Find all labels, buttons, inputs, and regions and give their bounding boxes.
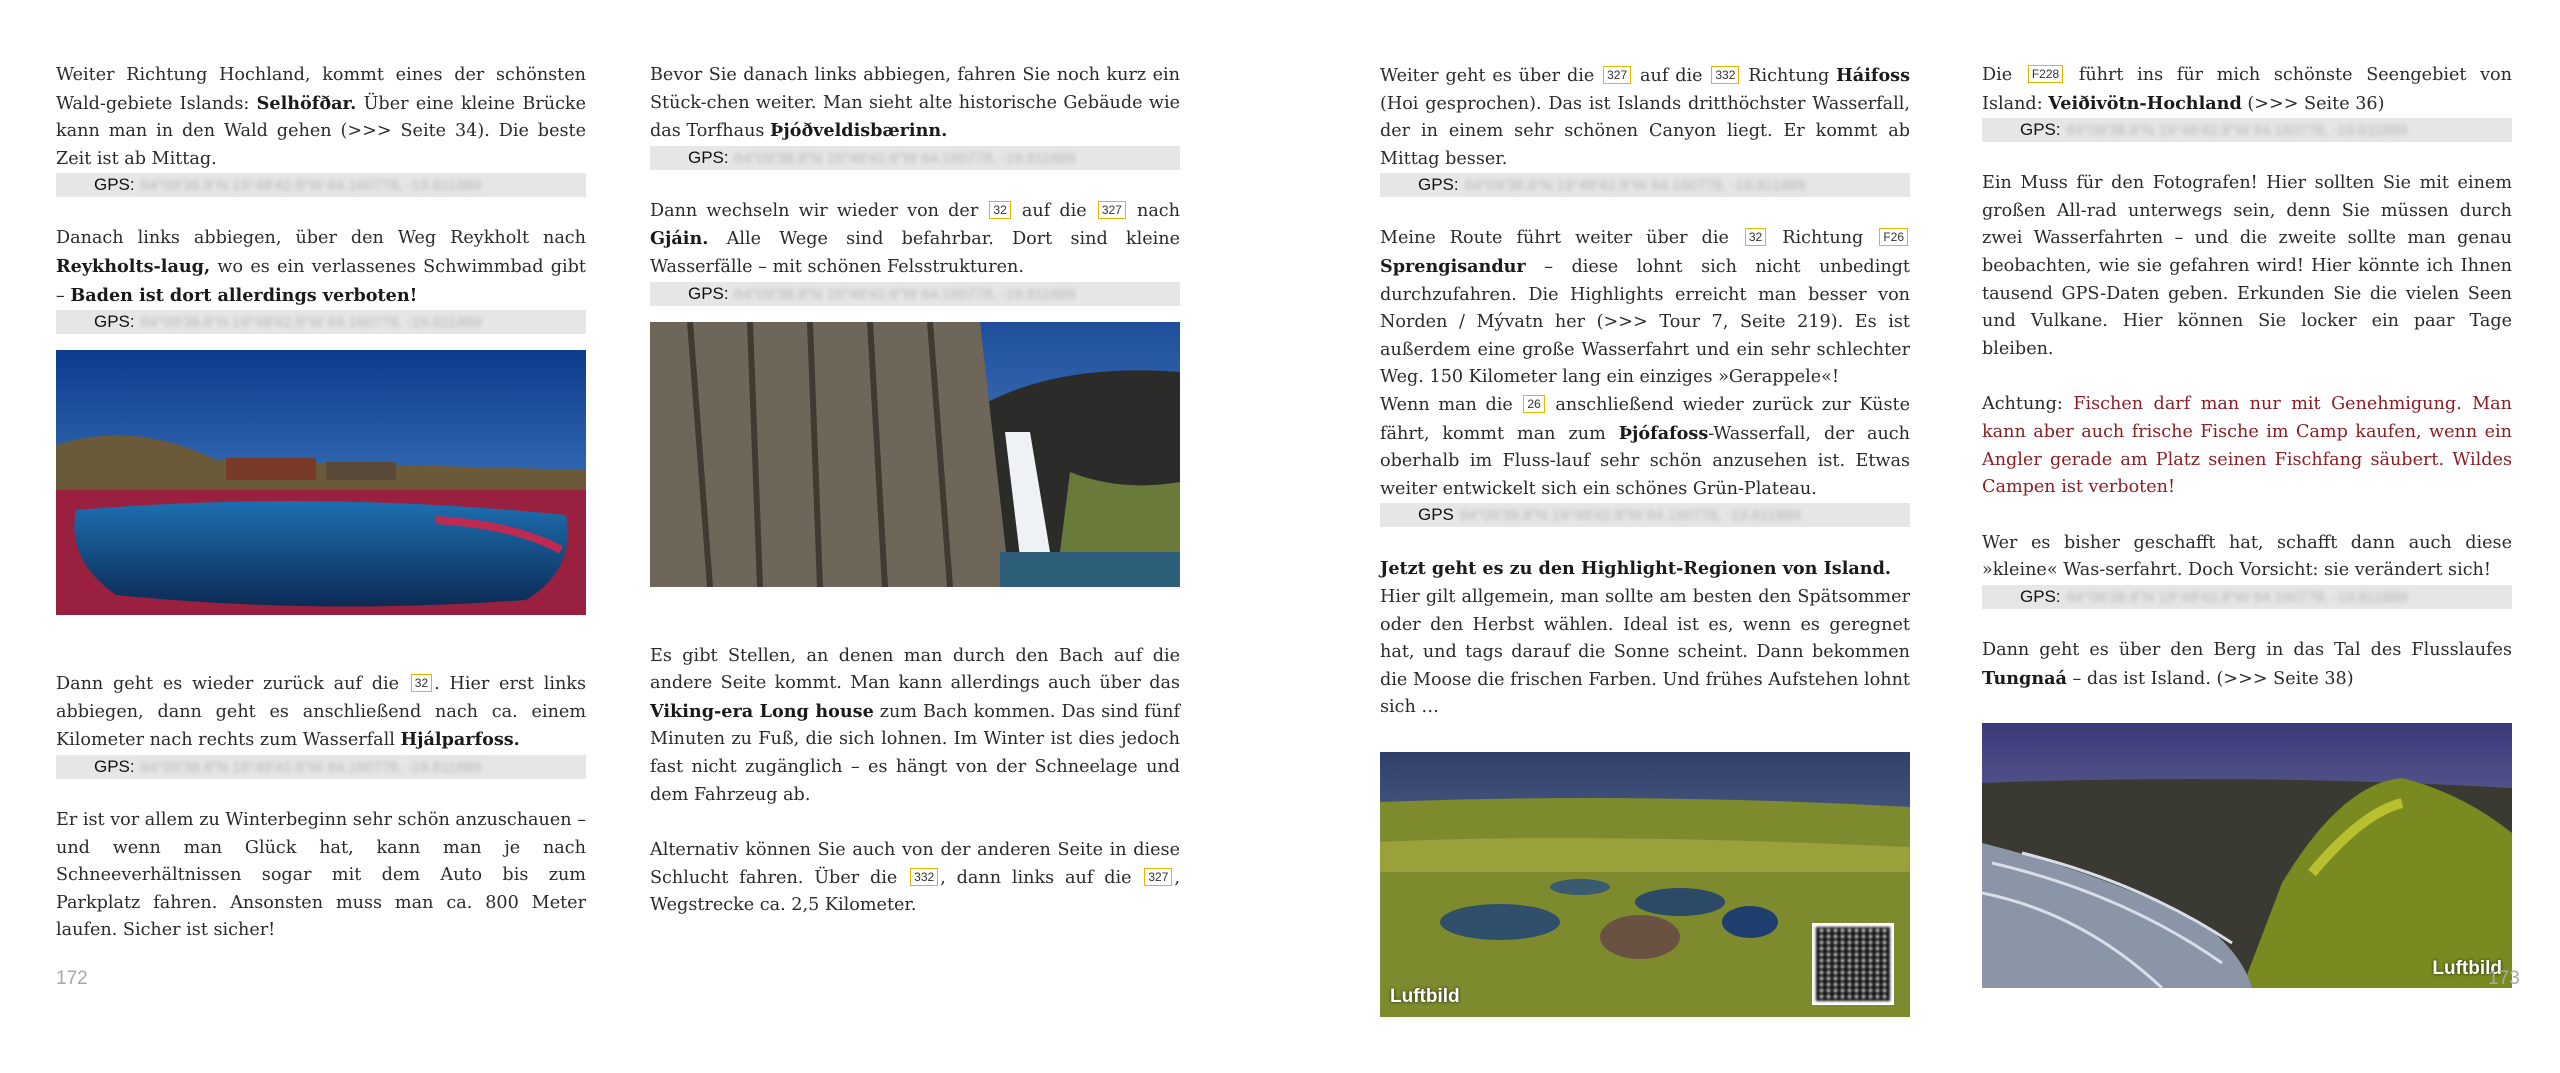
qr-code[interactable] [1812,923,1894,1005]
gps-row: GPS: 64°09'38.8"N 19°48'42.8"W 64.160778, -19.811889 [1982,118,2512,142]
left-page-column-1 [56,62,586,945]
gps-row: GPS: 64°09'38.8"N 19°48'42.8"W 64.160778, -19.811889 [650,146,1180,170]
page-number: 173 [2488,968,2520,989]
paragraph-winter: Er ist vor allem zu Winterbeginn sehr schön anzuschauen – und wenn man Glück hat, kann man je nach Schneeverhältnissen sogar mit dem Auto bis zum Parkplatz fahren. Ansonsten muss man ca. 800 Meter laufen. Sicher ist sicher! [56,809,586,941]
road-badge: 32 [411,674,432,692]
gps-row: GPS: 64°09'38.8"N 19°48'42.8"W 64.160778, -19.811889 [56,755,586,779]
photo-abandoned-pool [56,350,586,615]
paragraph-selhofdar: Weiter Richtung Hochland, kommt eines der schönsten Wald-gebiete Islands: Selhöfðar. Über eine kleine Brücke kann man in den Wald gehen (>>> Seite 34). Die beste Zeit ist ab Mittag. [56,65,586,169]
photo-aerial-green-plateau [1380,752,1910,1017]
paragraph-fotografen: Ein Muss für den Fotografen! Hier sollten Sie mit einem großen All-rad unterwegs sein, denn Sie müssen durch zwei Wasserfahrten – und die zweite sollte man genau beobachten, wie sie gefahren wird! Hier könnte ich Ihnen tausend GPS-Daten geben. Erkunden Sie die vielen Seen und Vulkane. Hier können Sie locker ein paar Tage bleiben. [1982,173,2512,359]
road-badge: F228 [2028,65,2063,83]
photo-gjain-waterfall [650,322,1180,587]
paragraph-reykholtslaug: Danach links abbiegen, über den Weg Reykholt nach Reykholts-laug, wo es ein verlassenes Schwimmbad gibt – Baden ist dort allerdings verboten! [56,228,586,306]
paragraph-alternativ: Alternativ können Sie auch von der anderen Seite in diese Schlucht fahren. Über die 332 , dann links auf die 327 , Wegstrecke ca. 2,5 Kilometer. [650,840,1180,916]
left-page-column-2 [650,62,1180,920]
right-page [1280,0,2560,1049]
road-badge: 332 [1711,66,1739,84]
road-badge: 32 [989,201,1010,219]
paragraph-veidivotn: Die F228 führt ins für mich schönste Seengebiet von Island: Veiðivötn-Hochland (>>> Seite 36) [1982,65,2512,114]
page-number: 172 [56,968,88,989]
road-badge: 327 [1098,201,1126,219]
road-badge: 327 [1603,66,1631,84]
gps-row: GPS: 64°09'38.8"N 19°48'42.8"W 64.160778, -19.811889 [56,173,586,197]
paragraph-sprengisandur: Meine Route führt weiter über die 32 Richtung F26 Sprengisandur – diese lohnt sich nicht unbedingt durchzufahren. Die Highlights erreicht man besser von Norden / Mývatn her (>>> Tour 7, Seite 219). Es ist außerdem eine große Wasserfahrt und ein sehr schlechter Weg. 150 Kilometer lang ein einziges »Gerappele«! [1380,228,1910,388]
paragraph-thjofafoss: Wenn man die 26 anschließend wieder zurück zur Küste fährt, kommt man zum Þjófafoss-Wasserfall, der auch oberhalb im Fluss-lauf sehr schön anzusehen ist. Etwas weiter entwickelt sich ein schönes Grün-Plateau. [1380,394,1910,499]
gps-row: GPS 64°09'38.8"N 19°48'42.8"W 64.160778, -19.811889 [1380,503,1910,527]
road-badge: 327 [1144,868,1172,886]
paragraph-thjodveldisbaerinn: Bevor Sie danach links abbiegen, fahren Sie noch kurz ein Stück-chen weiter. Man sieht alte historische Gebäude wie das Torfhaus Þjóðveldisbærinn. [650,65,1180,142]
road-badge: F26 [1879,228,1908,246]
photo-caption: Luftbild [1390,986,1460,1008]
paragraph-wasserfahrt: Wer es bisher geschafft hat, schafft dann auch diese »kleine« Was-serfahrt. Doch Vorsicht: sie verändert sich! [1982,532,2512,581]
paragraph-longhouse: Es gibt Stellen, an denen man durch den Bach auf die andere Seite kommt. Man kann allerdings auch über das Viking-era Long house zum Bach kommen. Das sind fünf Minuten zu Fuß, die sich lohnen. Im Winter ist dies jedoch fast nicht zugänglich – es hängt von der Schneelage und dem Fahrzeug ab. [650,645,1180,805]
gps-row: GPS: 64°09'38.8"N 19°48'42.8"W 64.160778, -19.811889 [1380,173,1910,197]
road-badge: 32 [1745,228,1766,246]
gps-row: GPS: 64°09'38.8"N 19°48'42.8"W 64.160778, -19.811889 [1982,585,2512,609]
road-badge: 332 [910,868,938,886]
paragraph-hjalparfoss: Dann geht es wieder zurück auf die 32 . Hier erst links abbiegen, dann geht es anschließend nach ca. einem Kilometer nach rechts zum Wasserfall Hjálparfoss. [56,674,586,751]
paragraph-achtung: Achtung: Fischen darf man nur mit Genehmigung. Man kann aber auch frische Fische im Camp kaufen, wenn ein Angler gerade am Platz seinen Fischfang säubert. Wildes Campen ist verboten! [1982,394,2513,498]
paragraph-highlight-heading: Jetzt geht es zu den Highlight-Regionen von Island. [1380,558,1892,580]
road-badge: 26 [1523,395,1544,413]
gps-row: GPS: 64°09'38.8"N 19°48'42.8"W 64.160778, -19.811889 [650,282,1180,306]
photo-aerial-river-delta [1982,723,2512,988]
gps-row: GPS: 64°09'38.8"N 19°48'42.8"W 64.160778, -19.811889 [56,310,586,334]
right-page-column-1 [1380,62,1910,1073]
photo-caption: Luftbild [2432,957,2502,979]
paragraph-spaetsommer: Hier gilt allgemein, man sollte am besten den Spätsommer oder den Herbst wählen. Ideal ist es, wenn es geregnet hat, und tags darauf die Sonne scheint. Dann bekommen die Moose die frischen Farben. Und frühes Aufstehen lohnt sich … [1380,586,1910,718]
paragraph-haifoss: Weiter geht es über die 327 auf die 332 Richtung Háifoss (Hoi gesprochen). Das ist Islands dritthöchster Wasserfall, der in einem sehr schönen Canyon liegt. Er kommt ab Mittag besser. [1380,65,1910,169]
paragraph-gjain: Dann wechseln wir wieder von der 32 auf die 327 nach Gjáin. Alle Wege sind befahrbar. Dort sind kleine Wasserfälle – mit schönen Felsstrukturen. [650,200,1180,277]
paragraph-tungnaa: Dann geht es über den Berg in das Tal des Flusslaufes Tungnaá – das ist Island. (>>> Seite 38) [1982,639,2512,689]
left-page [0,0,1280,1049]
right-page-column-2 [1982,62,2512,1044]
